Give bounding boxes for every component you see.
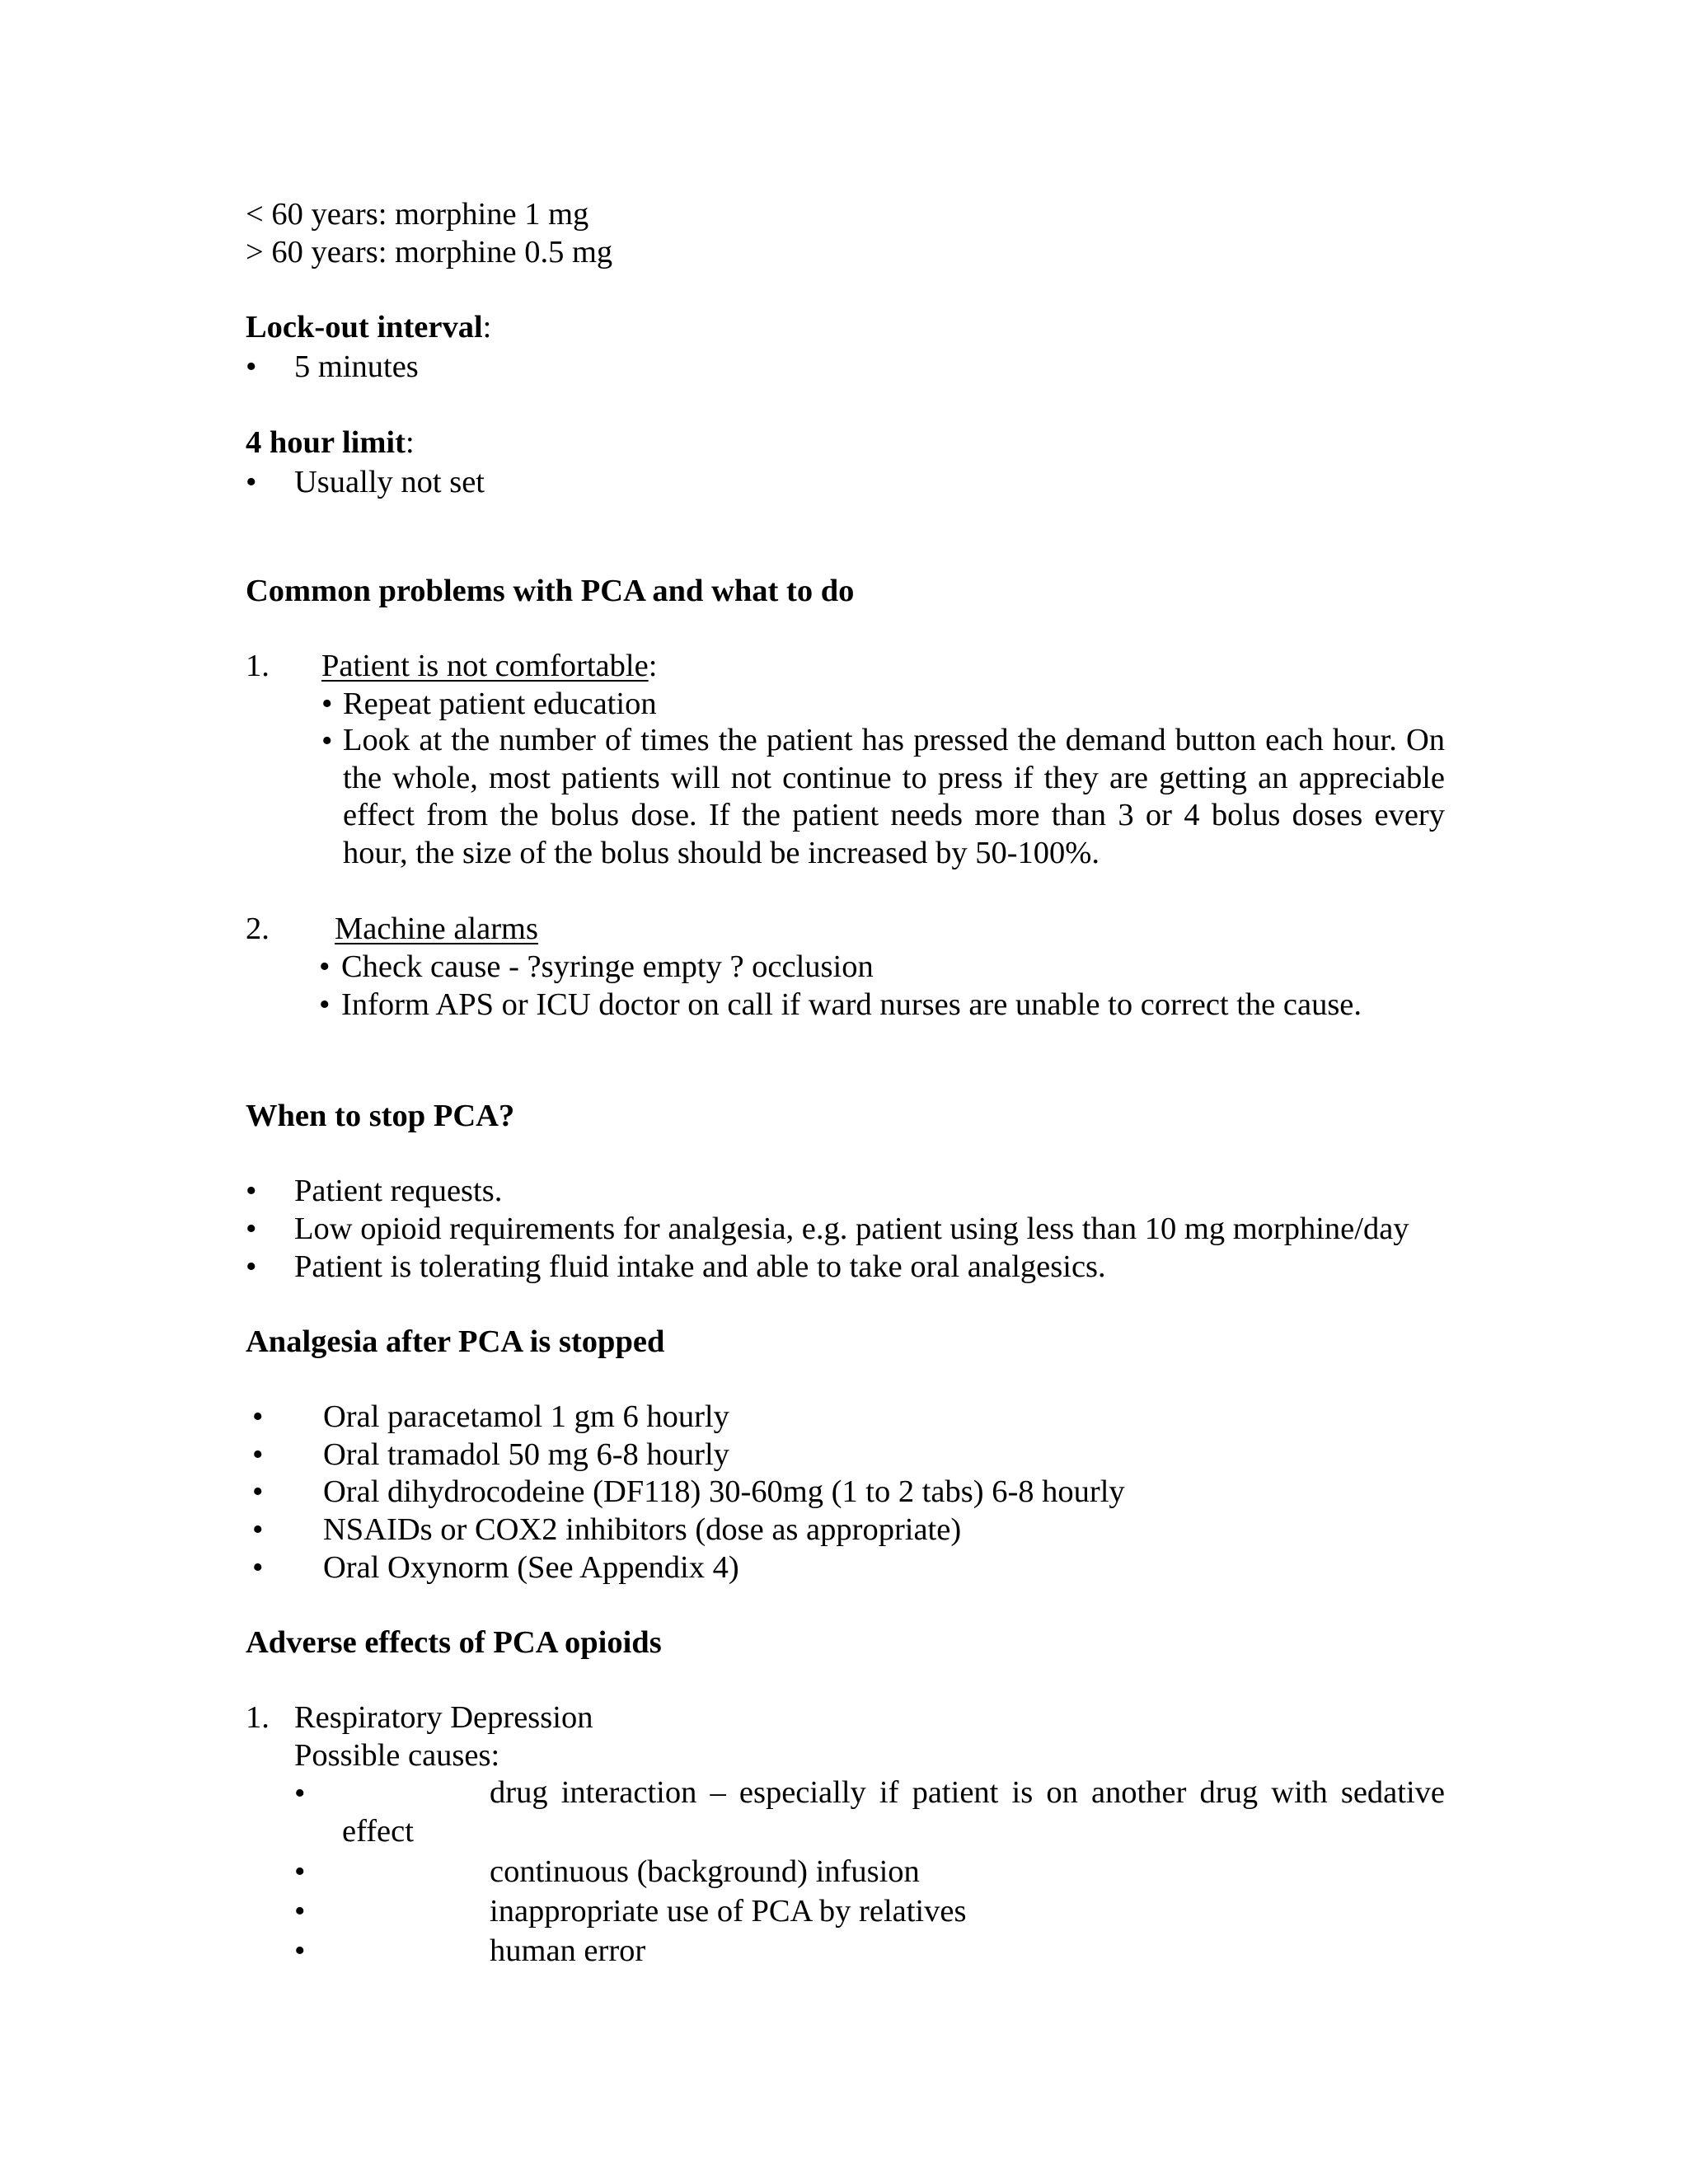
bullet-icon: • <box>252 1437 264 1472</box>
bullet-icon: • <box>252 1512 264 1547</box>
bullet-icon: • <box>246 1249 257 1284</box>
problem-1-bullet-2 <box>343 722 1445 872</box>
lockout-colon: : <box>482 310 492 344</box>
problem-1-number: 1. <box>246 649 270 683</box>
problem-2-bullet-1: Check cause - ?syringe empty ? occlusion <box>341 949 874 984</box>
adverse-number: 1. <box>246 1700 270 1735</box>
when-stop-heading: When to stop PCA? <box>246 1099 515 1133</box>
adverse-heading: Adverse effects of PCA opioids <box>246 1625 662 1660</box>
problem-1-bullet-2-text: Look at the number of times the patient has pressed the demand button each hour. On the whole, most patients will not continue to press if they are getting an appreciable effect from the bolus dose. If the patient needs more than 3 or 4 bolus doses every hour, the size of the bolus should be increased by 50-100%. <box>343 723 1445 870</box>
bullet-icon: • <box>252 1474 264 1509</box>
after-stop-item: Oral dihydrocodeine (DF118) 30-60mg (1 to 2 tabs) 6-8 hourly <box>323 1474 1125 1509</box>
bullet-icon: • <box>294 1854 306 1889</box>
adverse-cause: inappropriate use of PCA by relatives <box>490 1894 967 1929</box>
bullet-icon: • <box>294 1894 306 1929</box>
limit-item: Usually not set <box>294 465 485 499</box>
bolus-over-60: > 60 years: morphine 0.5 mg <box>246 235 613 269</box>
problem-1-bullet-1: Repeat patient education <box>343 687 657 721</box>
after-stop-item: Oral tramadol 50 mg 6-8 hourly <box>323 1437 729 1472</box>
adverse-title: Respiratory Depression <box>294 1700 593 1735</box>
bullet-icon: • <box>294 1933 306 1968</box>
problem-2-bullet-2: Inform APS or ICU doctor on call if ward nurses are unable to correct the cause. <box>341 987 1362 1022</box>
limit-colon: : <box>405 425 415 460</box>
limit-heading <box>246 424 415 462</box>
lockout-heading <box>246 308 491 346</box>
adverse-subtitle: Possible causes: <box>294 1738 500 1773</box>
limit-heading-text: 4 hour limit <box>246 425 406 460</box>
adverse-cause: continuous (background) infusion <box>490 1854 920 1889</box>
adverse-cause: human error <box>490 1933 646 1968</box>
problem-2-title: Machine alarms <box>335 912 538 946</box>
bullet-icon: • <box>252 1550 264 1585</box>
adverse-cause-wrap: effect <box>342 1814 414 1849</box>
bullet-icon: • <box>319 987 331 1022</box>
problem-1-title <box>321 647 657 685</box>
bullet-icon: • <box>246 1174 257 1208</box>
problem-1-colon: : <box>648 649 658 683</box>
bullet-icon: • <box>321 687 333 721</box>
problem-1-title-text: Patient is not comfortable <box>321 649 649 683</box>
bullet-icon: • <box>321 724 333 758</box>
bullet-icon: • <box>246 349 257 384</box>
lockout-item: 5 minutes <box>294 349 419 384</box>
bullet-icon: • <box>319 949 331 984</box>
adverse-cause: drug interaction – especially if patient is on another drug with sedative <box>490 1775 1445 1810</box>
when-stop-item: Patient is tolerating fluid intake and able to take oral analgesics. <box>294 1249 1106 1284</box>
bullet-icon: • <box>246 465 257 499</box>
bolus-under-60: < 60 years: morphine 1 mg <box>246 197 589 232</box>
bullet-icon: • <box>252 1399 264 1434</box>
common-problems-heading: Common problems with PCA and what to do <box>246 574 855 608</box>
bullet-icon: • <box>294 1776 306 1811</box>
lockout-heading-text: Lock-out interval <box>246 310 483 344</box>
problem-2-number: 2. <box>246 912 270 946</box>
after-stop-item: NSAIDs or COX2 inhibitors (dose as appropriate) <box>323 1512 962 1547</box>
after-stop-item: Oral Oxynorm (See Appendix 4) <box>323 1550 739 1585</box>
after-stop-item: Oral paracetamol 1 gm 6 hourly <box>323 1399 729 1434</box>
when-stop-item: Low opioid requirements for analgesia, e.g. patient using less than 10 mg morphine/day <box>294 1212 1409 1246</box>
when-stop-item: Patient requests. <box>294 1174 503 1208</box>
after-stop-heading: Analgesia after PCA is stopped <box>246 1324 665 1359</box>
bullet-icon: • <box>246 1212 257 1246</box>
